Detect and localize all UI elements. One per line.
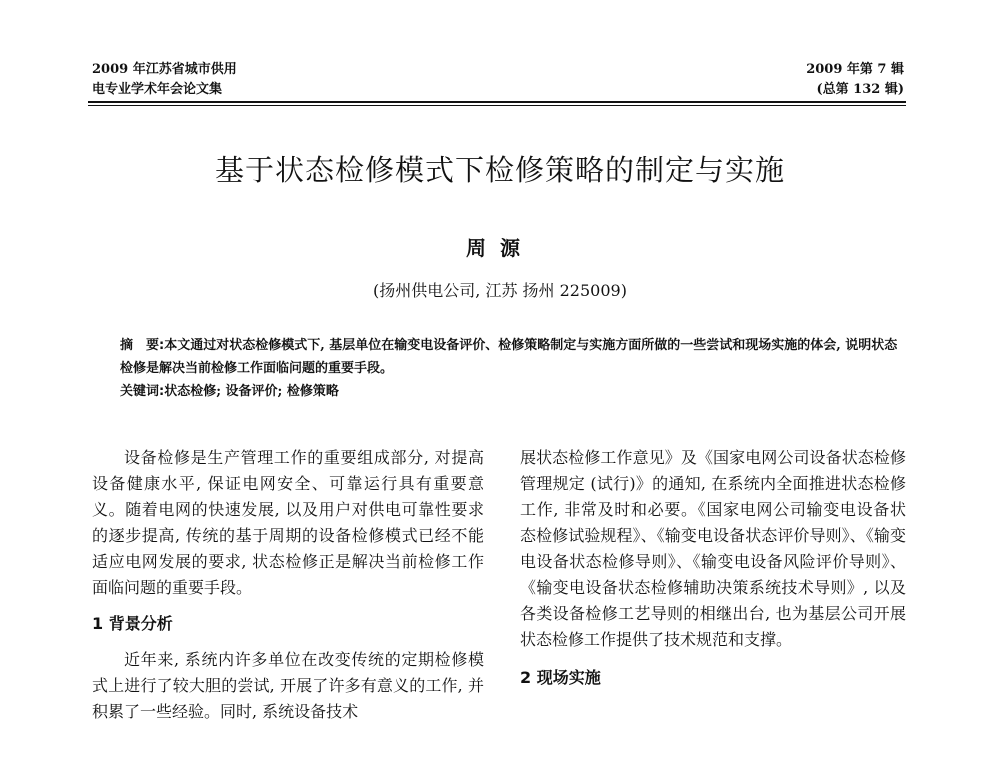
total-issue-number: (总第 132 辑) <box>816 82 904 97</box>
journal-header-left <box>92 60 237 100</box>
abstract-paragraph <box>120 334 900 380</box>
header-rule-thin <box>88 105 906 106</box>
paper-title: 基于状态检修模式下检修策略的制定与实施 <box>214 153 785 187</box>
intro-paragraph: 设备检修是生产管理工作的重要组成部分, 对提高设备健康水平, 保证电网安全、可靠运行具有重要意义。随着电网的快速发展, 以及用户对供电可靠性要求的逐步提高, 传统的基于周期的设备检修模式已经不能适应电网发展的要求, 状态检修正是解决当前检修工作面临问题的重要手段。 <box>92 448 484 597</box>
proceedings-title-line1: 2009 年江苏省城市供用 <box>92 62 237 77</box>
continued-paragraph: 展状态检修工作意见》及《国家电网公司设备状态检修管理规定 (试行)》的通知, 在系统内全面推进状态检修工作, 非常及时和必要。《国家电网公司输变电设备状态检修试验规程》、《输变电设备状态评价导则》、《输变电设备状态检修导则》、《输变电设备风险评价导则》、《输变电设备状态检修辅助决策系统技术导则》, 以及各类设备检修工艺导则的相继出台, 也为基层公司开展状态检修工作提供了技术规范和支撑。 <box>520 448 906 649</box>
header-rule-thick <box>88 101 906 103</box>
keywords-label: 关键词: <box>120 384 165 399</box>
right-column <box>520 445 906 691</box>
left-column <box>92 445 484 725</box>
section-1-paragraph: 近年来, 系统内许多单位在改变传统的定期检修模式上进行了较大胆的尝试, 开展了许多有意义的工作, 并积累了一些经验。同时, 系统设备技术 <box>92 650 484 721</box>
abstract-text: 本文通过对状态检修模式下, 基层单位在输变电设备评价、检修策略制定与实施方面所做的一些尝试和现场实施的体会, 说明状态检修是解决当前检修工作面临问题的重要手段。 <box>120 338 898 376</box>
author-affiliation: (扬州供电公司, 江苏 扬州 225009) <box>373 281 627 300</box>
section-2-heading: 2 现场实施 <box>520 668 601 687</box>
journal-header-right <box>806 60 904 100</box>
issue-number: 2009 年第 7 辑 <box>806 62 904 77</box>
abstract-block <box>120 334 900 403</box>
author-name: 周源 <box>466 236 534 260</box>
proceedings-title-line2: 电专业学术年会论文集 <box>92 82 223 97</box>
keywords-paragraph <box>120 380 900 403</box>
abstract-label: 摘 要: <box>120 338 165 353</box>
section-1-heading: 1 背景分析 <box>92 614 173 633</box>
keywords-text: 状态检修; 设备评价; 检修策略 <box>164 384 339 399</box>
